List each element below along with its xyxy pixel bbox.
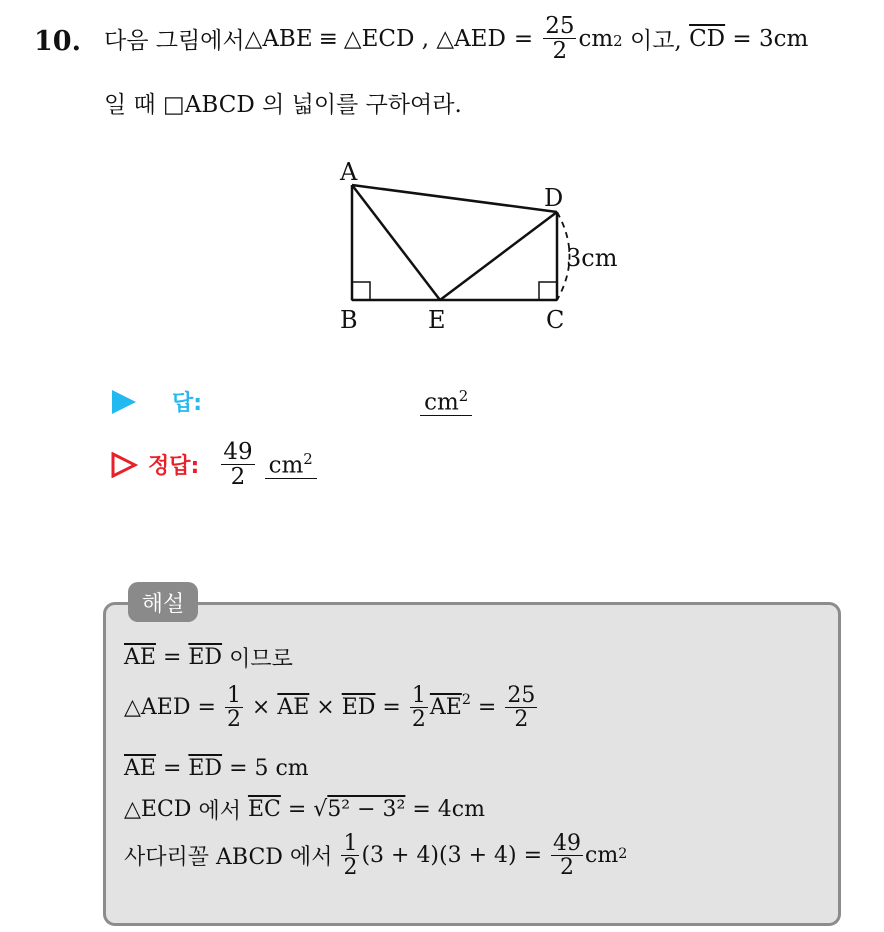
unit-exponent: 2 [618,846,628,862]
fraction-numerator: 49 [553,831,582,856]
fraction-denominator: 2 [226,707,241,733]
segment-ed: $\overline{ED}$ [188,756,223,781]
fraction-numerator: 1 [343,831,358,856]
solution-text: 에서 [191,799,248,824]
fraction-denominator: 2 [514,707,529,733]
fraction-denominator: 2 [230,464,246,491]
triangle-ecd: △ECD [124,797,192,822]
segment-ed: $\overline{ED}$ [188,645,223,670]
correct-unit [265,450,317,480]
right-angle-c [539,282,557,300]
equals: = [155,756,189,781]
length-value: = 5 cm [222,756,309,781]
correct-unit-text: cm [268,452,304,479]
answer-label: 답: [172,391,203,416]
triangle-aed: △AED [124,695,191,721]
equals: = [375,695,408,721]
answer-unit [420,387,472,417]
unit-cm: cm [585,843,619,869]
correct-unit-exponent: 2 [303,449,313,468]
fraction-numerator: 25 [507,683,536,708]
fraction-25-2 [543,14,576,63]
solution-line-5 [124,832,627,879]
label-a: A [340,158,358,186]
answer-unit-text: cm [424,389,459,416]
question-number: 10. [34,26,81,57]
solution-text: 사다리꼴 ABCD 에서 [124,845,340,871]
equals: = [470,695,504,721]
solution-line-4 [124,794,485,825]
question-line-1 [104,14,808,63]
question-line-2: 일 때 □ABCD 의 넓이를 구하여라. [104,92,462,118]
segment-ae: $\overline{AE}$ [277,695,310,721]
cd-length: = 3cm [725,25,809,52]
separator: , [414,25,437,52]
correct-arrow-icon [110,452,138,478]
times: × [309,695,342,721]
congruent-symbol: ≡ [318,25,338,52]
answer-input[interactable] [202,390,420,414]
correct-answer-row [110,440,317,489]
answer-unit-exponent: 2 [458,386,469,405]
length-label: 3cm [566,244,618,272]
fraction-numerator: 25 [545,13,575,39]
right-angle-b [352,282,370,300]
sqrt-symbol: √ [313,797,328,822]
label-e: E [428,306,446,334]
equals: = [190,695,223,721]
fraction-denominator: 2 [552,38,568,65]
fraction-numerator: 1 [411,683,426,708]
triangle-aed: △AED [436,25,506,52]
answer-arrow-icon [110,389,138,415]
area-expression: (3 + 4)(3 + 4) = [361,843,550,869]
question-text-2: 이고, [622,28,690,55]
fraction-25-2 [505,684,537,731]
label-c: C [546,306,565,334]
fraction-numerator: 49 [223,439,253,465]
question-text: 다음 그림에서 [104,28,245,55]
segment-cd: $\overline{CD}$ [689,25,726,52]
equals: = [280,797,314,822]
fraction-49-2 [551,832,583,879]
fraction-denominator: 2 [560,855,575,881]
solution-text: 이므로 [222,647,293,672]
label-b: B [340,306,358,334]
unit-exponent: 2 [613,32,623,50]
segment-ad [352,185,557,212]
solution-line-1 [124,642,293,673]
triangle-ecd: △ECD [343,25,415,52]
exponent: 2 [461,692,471,708]
unit-cm: cm [578,25,614,52]
segment-ec: $\overline{EC}$ [247,797,281,822]
equals: = [155,645,189,670]
equals: = [513,25,534,52]
length-value: = 4cm [405,797,485,822]
fraction-denominator: 2 [411,707,426,733]
segment-ae: $\overline{AE}$ [124,645,156,670]
solution-line-2 [124,684,539,731]
answer-row [110,386,472,417]
segment-ae: $\overline{AE}$ [124,756,156,781]
correct-fraction [221,440,254,489]
segment-ed: $\overline{ED}$ [341,695,376,721]
fraction-half [410,684,428,731]
trapezoid-diagram [330,150,640,340]
fraction-half [225,684,243,731]
times: × [244,695,278,721]
segment-ae: $\overline{AE}$ [429,695,462,721]
fraction-denominator: 2 [343,855,358,881]
fraction-half [341,832,359,879]
correct-label: 정답: [148,454,200,480]
fraction-numerator: 1 [226,683,241,708]
label-d: D [544,184,564,212]
solution-tab: 해설 [128,582,198,622]
radicand: 5² − 3² [327,797,406,822]
triangle-abe: △ABE [244,25,313,52]
solution-line-3 [124,756,309,781]
